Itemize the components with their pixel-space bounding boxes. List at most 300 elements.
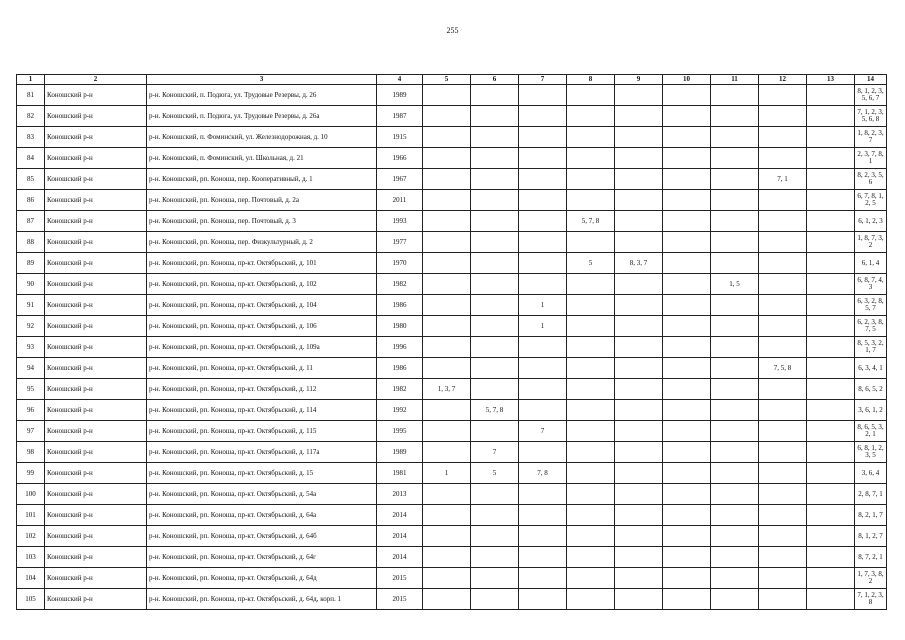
- cell-row-number: 98: [17, 442, 45, 463]
- cell-col-5: [423, 232, 471, 253]
- cell-col-8: [567, 526, 615, 547]
- cell-col-10: [663, 211, 711, 232]
- cell-col-6: [471, 547, 519, 568]
- cell-col-13: [807, 190, 855, 211]
- cell-col-7: [519, 442, 567, 463]
- cell-district: Коношский р-н: [45, 484, 147, 505]
- cell-col-12: [759, 421, 807, 442]
- cell-col-7: 1: [519, 295, 567, 316]
- cell-year: 1989: [377, 442, 423, 463]
- cell-address: р-н. Коношский, рп. Коноша, пер. Кооперативный, д. 1: [147, 169, 377, 190]
- cell-col-13: [807, 211, 855, 232]
- cell-col-12: [759, 211, 807, 232]
- cell-year: 1981: [377, 463, 423, 484]
- cell-col-10: [663, 463, 711, 484]
- cell-col-12: [759, 106, 807, 127]
- table-row: [17, 274, 887, 295]
- cell-col-5: [423, 358, 471, 379]
- table-row: [17, 484, 887, 505]
- cell-col-7: [519, 526, 567, 547]
- cell-col-13: [807, 106, 855, 127]
- cell-col-14-codes: 8, 1, 2, 3, 5, 6, 7: [855, 85, 887, 106]
- cell-col-12: [759, 379, 807, 400]
- cell-row-number: 97: [17, 421, 45, 442]
- cell-col-8: [567, 379, 615, 400]
- cell-col-11: [711, 463, 759, 484]
- cell-col-11: [711, 484, 759, 505]
- cell-col-7: [519, 484, 567, 505]
- cell-year: 1989: [377, 85, 423, 106]
- cell-col-7: [519, 274, 567, 295]
- cell-col-14-codes: 7, 1, 2, 3, 8: [855, 589, 887, 610]
- cell-col-14-codes: 7, 1, 2, 3, 5, 6, 8: [855, 106, 887, 127]
- cell-col-8: [567, 85, 615, 106]
- cell-col-7: [519, 169, 567, 190]
- cell-col-13: [807, 337, 855, 358]
- cell-col-10: [663, 526, 711, 547]
- cell-col-14-codes: 8, 5, 3, 2, 1, 7: [855, 337, 887, 358]
- cell-col-6: [471, 148, 519, 169]
- cell-col-7: [519, 253, 567, 274]
- column-header-13: 13: [807, 75, 855, 85]
- cell-year: 2014: [377, 526, 423, 547]
- cell-district: Коношский р-н: [45, 295, 147, 316]
- cell-col-13: [807, 148, 855, 169]
- cell-district: Коношский р-н: [45, 85, 147, 106]
- cell-col-7: [519, 568, 567, 589]
- cell-col-5: [423, 568, 471, 589]
- table-row: [17, 106, 887, 127]
- cell-col-12: [759, 127, 807, 148]
- cell-col-9: [615, 148, 663, 169]
- cell-col-12: 7, 5, 8: [759, 358, 807, 379]
- cell-col-14-codes: 8, 6, 5, 2: [855, 379, 887, 400]
- cell-col-8: [567, 127, 615, 148]
- cell-col-9: [615, 442, 663, 463]
- cell-col-13: [807, 400, 855, 421]
- cell-year: 2011: [377, 190, 423, 211]
- cell-col-9: [615, 190, 663, 211]
- cell-col-9: [615, 568, 663, 589]
- cell-col-5: 1, 3, 7: [423, 379, 471, 400]
- cell-col-11: [711, 106, 759, 127]
- cell-col-5: 1: [423, 463, 471, 484]
- cell-col-8: [567, 337, 615, 358]
- cell-address: р-н. Коношский, п. Подюга, ул. Трудовые Резервы, д. 26: [147, 85, 377, 106]
- cell-year: 1987: [377, 106, 423, 127]
- cell-col-5: [423, 106, 471, 127]
- cell-col-5: [423, 505, 471, 526]
- cell-col-13: [807, 316, 855, 337]
- cell-col-6: [471, 232, 519, 253]
- cell-col-10: [663, 505, 711, 526]
- table-row: [17, 232, 887, 253]
- cell-col-14-codes: 8, 1, 2, 7: [855, 526, 887, 547]
- cell-col-11: [711, 316, 759, 337]
- cell-col-5: [423, 547, 471, 568]
- cell-row-number: 87: [17, 211, 45, 232]
- cell-col-12: [759, 148, 807, 169]
- cell-district: Коношский р-н: [45, 379, 147, 400]
- cell-col-8: [567, 442, 615, 463]
- cell-year: 1967: [377, 169, 423, 190]
- cell-row-number: 96: [17, 400, 45, 421]
- cell-col-13: [807, 169, 855, 190]
- cell-address: р-н. Коношский, рп. Коноша, пр-кт. Октябрьский, д. 104: [147, 295, 377, 316]
- cell-col-5: [423, 253, 471, 274]
- cell-address: р-н. Коношский, рп. Коноша, пер. Почтовый, д. 3: [147, 211, 377, 232]
- column-header-7: 7: [519, 75, 567, 85]
- cell-col-6: [471, 484, 519, 505]
- cell-year: 2013: [377, 484, 423, 505]
- cell-col-12: [759, 400, 807, 421]
- cell-col-8: [567, 295, 615, 316]
- table-row: [17, 463, 887, 484]
- cell-year: 2014: [377, 547, 423, 568]
- cell-row-number: 103: [17, 547, 45, 568]
- cell-col-10: [663, 421, 711, 442]
- cell-col-11: [711, 337, 759, 358]
- cell-col-5: [423, 274, 471, 295]
- cell-col-9: [615, 547, 663, 568]
- cell-col-9: [615, 232, 663, 253]
- cell-col-13: [807, 85, 855, 106]
- cell-col-8: [567, 169, 615, 190]
- cell-district: Коношский р-н: [45, 253, 147, 274]
- cell-row-number: 99: [17, 463, 45, 484]
- cell-col-7: [519, 85, 567, 106]
- cell-col-5: [423, 127, 471, 148]
- cell-year: 1992: [377, 400, 423, 421]
- column-header-2: 2: [45, 75, 147, 85]
- table-row: [17, 211, 887, 232]
- cell-row-number: 92: [17, 316, 45, 337]
- cell-col-9: [615, 337, 663, 358]
- cell-col-13: [807, 379, 855, 400]
- cell-col-7: [519, 358, 567, 379]
- cell-year: 1996: [377, 337, 423, 358]
- table-row: [17, 589, 887, 610]
- column-header-4: 4: [377, 75, 423, 85]
- cell-col-7: 7, 8: [519, 463, 567, 484]
- cell-col-6: 5, 7, 8: [471, 400, 519, 421]
- cell-address: р-н. Коношский, рп. Коноша, пр-кт. Октябрьский, д. 54а: [147, 484, 377, 505]
- cell-col-6: [471, 358, 519, 379]
- cell-col-11: [711, 568, 759, 589]
- cell-col-9: [615, 316, 663, 337]
- cell-address: р-н. Коношский, рп. Коноша, пер. Физкультурный, д. 2: [147, 232, 377, 253]
- column-header-12: 12: [759, 75, 807, 85]
- cell-col-8: [567, 274, 615, 295]
- cell-col-8: [567, 568, 615, 589]
- cell-row-number: 82: [17, 106, 45, 127]
- cell-col-12: [759, 568, 807, 589]
- cell-address: р-н. Коношский, рп. Коноша, пр-кт. Октябрьский, д. 106: [147, 316, 377, 337]
- cell-col-7: [519, 190, 567, 211]
- cell-col-5: [423, 190, 471, 211]
- cell-col-5: [423, 169, 471, 190]
- cell-col-7: [519, 337, 567, 358]
- cell-col-7: [519, 148, 567, 169]
- cell-col-11: [711, 589, 759, 610]
- cell-address: р-н. Коношский, рп. Коноша, пр-кт. Октябрьский, д. 117а: [147, 442, 377, 463]
- table-row: [17, 505, 887, 526]
- cell-col-11: [711, 421, 759, 442]
- cell-col-6: [471, 106, 519, 127]
- cell-col-9: [615, 274, 663, 295]
- table-row: [17, 379, 887, 400]
- column-header-6: 6: [471, 75, 519, 85]
- cell-col-12: [759, 589, 807, 610]
- cell-col-10: [663, 295, 711, 316]
- table-row: [17, 337, 887, 358]
- table-row: [17, 568, 887, 589]
- cell-col-12: [759, 442, 807, 463]
- cell-address: р-н. Коношский, рп. Коноша, пр-кт. Октябрьский, д. 11: [147, 358, 377, 379]
- cell-col-10: [663, 232, 711, 253]
- cell-col-14-codes: 8, 2, 3, 5, 6: [855, 169, 887, 190]
- cell-col-9: [615, 85, 663, 106]
- cell-col-8: [567, 400, 615, 421]
- cell-col-13: [807, 484, 855, 505]
- cell-year: 2015: [377, 568, 423, 589]
- cell-col-14-codes: 3, 6, 1, 2: [855, 400, 887, 421]
- cell-col-5: [423, 421, 471, 442]
- cell-col-9: [615, 463, 663, 484]
- cell-year: 2015: [377, 589, 423, 610]
- cell-col-6: [471, 295, 519, 316]
- cell-district: Коношский р-н: [45, 127, 147, 148]
- cell-year: 1986: [377, 295, 423, 316]
- cell-district: Коношский р-н: [45, 442, 147, 463]
- column-header-9: 9: [615, 75, 663, 85]
- column-header-11: 11: [711, 75, 759, 85]
- cell-col-10: [663, 589, 711, 610]
- cell-year: 2014: [377, 505, 423, 526]
- cell-col-10: [663, 316, 711, 337]
- cell-col-14-codes: 6, 8, 1, 2, 3, 5: [855, 442, 887, 463]
- cell-address: р-н. Коношский, рп. Коноша, пр-кт. Октябрьский, д. 101: [147, 253, 377, 274]
- cell-col-10: [663, 547, 711, 568]
- cell-col-7: 1: [519, 316, 567, 337]
- cell-district: Коношский р-н: [45, 526, 147, 547]
- cell-address: р-н. Коношский, рп. Коноша, пр-кт. Октябрьский, д. 64б: [147, 526, 377, 547]
- cell-col-12: [759, 526, 807, 547]
- cell-col-8: [567, 106, 615, 127]
- cell-col-11: [711, 211, 759, 232]
- table-row: [17, 421, 887, 442]
- cell-col-11: [711, 148, 759, 169]
- cell-year: 1993: [377, 211, 423, 232]
- cell-col-14-codes: 3, 6, 4: [855, 463, 887, 484]
- cell-row-number: 104: [17, 568, 45, 589]
- cell-col-11: [711, 232, 759, 253]
- cell-col-14-codes: 2, 3, 7, 8, 1: [855, 148, 887, 169]
- cell-col-6: [471, 421, 519, 442]
- cell-col-14-codes: 6, 7, 8, 1, 2, 5: [855, 190, 887, 211]
- cell-address: р-н. Коношский, п. Фоминский, ул. Железнодорожная, д. 10: [147, 127, 377, 148]
- cell-row-number: 83: [17, 127, 45, 148]
- cell-address: р-н. Коношский, рп. Коноша, пр-кт. Октябрьский, д. 112: [147, 379, 377, 400]
- page-number: 255: [446, 26, 459, 35]
- cell-col-11: [711, 379, 759, 400]
- table-row: [17, 442, 887, 463]
- cell-col-6: [471, 274, 519, 295]
- cell-col-7: [519, 547, 567, 568]
- cell-col-7: [519, 505, 567, 526]
- cell-col-8: [567, 148, 615, 169]
- cell-col-11: [711, 358, 759, 379]
- cell-address: р-н. Коношский, рп. Коноша, пр-кт. Октябрьский, д. 64д, корп. 1: [147, 589, 377, 610]
- cell-row-number: 93: [17, 337, 45, 358]
- cell-col-7: [519, 400, 567, 421]
- cell-col-11: [711, 442, 759, 463]
- cell-col-14-codes: 8, 2, 1, 7: [855, 505, 887, 526]
- cell-row-number: 94: [17, 358, 45, 379]
- cell-col-13: [807, 526, 855, 547]
- cell-col-10: [663, 148, 711, 169]
- cell-col-9: [615, 526, 663, 547]
- cell-col-7: [519, 106, 567, 127]
- cell-col-10: [663, 274, 711, 295]
- cell-col-13: [807, 442, 855, 463]
- cell-col-14-codes: 6, 2, 3, 8, 7, 5: [855, 316, 887, 337]
- cell-col-12: [759, 337, 807, 358]
- cell-address: р-н. Коношский, п. Фоминский, ул. Школьная, д. 21: [147, 148, 377, 169]
- cell-district: Коношский р-н: [45, 463, 147, 484]
- cell-col-9: [615, 211, 663, 232]
- cell-col-6: [471, 505, 519, 526]
- cell-col-13: [807, 253, 855, 274]
- cell-col-11: [711, 169, 759, 190]
- cell-col-10: [663, 442, 711, 463]
- column-header-5: 5: [423, 75, 471, 85]
- cell-col-11: [711, 295, 759, 316]
- cell-col-10: [663, 169, 711, 190]
- cell-col-8: 5, 7, 8: [567, 211, 615, 232]
- table-row: [17, 547, 887, 568]
- cell-col-14-codes: 1, 8, 7, 3, 2: [855, 232, 887, 253]
- cell-district: Коношский р-н: [45, 169, 147, 190]
- cell-col-11: [711, 400, 759, 421]
- cell-address: р-н. Коношский, рп. Коноша, пр-кт. Октябрьский, д. 109а: [147, 337, 377, 358]
- cell-col-13: [807, 463, 855, 484]
- cell-year: 1986: [377, 358, 423, 379]
- cell-year: 1966: [377, 148, 423, 169]
- cell-col-14-codes: 8, 6, 5, 3, 2, 1: [855, 421, 887, 442]
- cell-col-12: [759, 253, 807, 274]
- cell-district: Коношский р-н: [45, 568, 147, 589]
- cell-col-14-codes: 1, 8, 2, 3, 7: [855, 127, 887, 148]
- cell-year: 1982: [377, 274, 423, 295]
- cell-col-8: [567, 421, 615, 442]
- cell-col-13: [807, 547, 855, 568]
- cell-row-number: 89: [17, 253, 45, 274]
- cell-district: Коношский р-н: [45, 400, 147, 421]
- cell-col-6: [471, 211, 519, 232]
- cell-district: Коношский р-н: [45, 232, 147, 253]
- cell-col-6: [471, 253, 519, 274]
- cell-district: Коношский р-н: [45, 589, 147, 610]
- cell-col-12: [759, 190, 807, 211]
- cell-col-11: [711, 190, 759, 211]
- cell-col-10: [663, 484, 711, 505]
- cell-district: Коношский р-н: [45, 337, 147, 358]
- cell-col-13: [807, 568, 855, 589]
- housing-table: [16, 74, 887, 610]
- table-row: [17, 526, 887, 547]
- cell-col-12: [759, 484, 807, 505]
- cell-col-5: [423, 148, 471, 169]
- cell-col-7: [519, 232, 567, 253]
- table-row: [17, 127, 887, 148]
- cell-col-13: [807, 421, 855, 442]
- cell-col-5: [423, 589, 471, 610]
- cell-col-13: [807, 295, 855, 316]
- cell-row-number: 90: [17, 274, 45, 295]
- cell-col-7: [519, 589, 567, 610]
- cell-district: Коношский р-н: [45, 190, 147, 211]
- cell-col-12: [759, 274, 807, 295]
- cell-col-10: [663, 568, 711, 589]
- cell-col-12: [759, 505, 807, 526]
- cell-col-10: [663, 190, 711, 211]
- cell-col-8: [567, 484, 615, 505]
- cell-district: Коношский р-н: [45, 421, 147, 442]
- cell-col-6: 5: [471, 463, 519, 484]
- table-row: [17, 295, 887, 316]
- cell-row-number: 100: [17, 484, 45, 505]
- cell-col-11: [711, 505, 759, 526]
- cell-col-10: [663, 400, 711, 421]
- header-row: [17, 75, 887, 85]
- table-row: [17, 253, 887, 274]
- cell-col-9: [615, 400, 663, 421]
- cell-address: р-н. Коношский, п. Подюга, ул. Трудовые Резервы, д. 26а: [147, 106, 377, 127]
- cell-row-number: 91: [17, 295, 45, 316]
- cell-address: р-н. Коношский, рп. Коноша, пр-кт. Октябрьский, д. 115: [147, 421, 377, 442]
- cell-year: 1915: [377, 127, 423, 148]
- cell-address: р-н. Коношский, рп. Коноша, пер. Почтовый, д. 2а: [147, 190, 377, 211]
- table-row: [17, 316, 887, 337]
- cell-address: р-н. Коношский, рп. Коноша, пр-кт. Октябрьский, д. 64г: [147, 547, 377, 568]
- cell-col-12: [759, 316, 807, 337]
- cell-col-13: [807, 505, 855, 526]
- cell-col-14-codes: 6, 1, 4: [855, 253, 887, 274]
- cell-col-8: [567, 190, 615, 211]
- cell-col-14-codes: 1, 7, 3, 8, 2: [855, 568, 887, 589]
- table-row: [17, 190, 887, 211]
- cell-col-14-codes: 6, 3, 2, 8, 5, 7: [855, 295, 887, 316]
- table-row: [17, 85, 887, 106]
- cell-district: Коношский р-н: [45, 106, 147, 127]
- cell-col-10: [663, 85, 711, 106]
- cell-district: Коношский р-н: [45, 211, 147, 232]
- cell-district: Коношский р-н: [45, 274, 147, 295]
- cell-row-number: 81: [17, 85, 45, 106]
- cell-col-5: [423, 316, 471, 337]
- cell-col-9: [615, 358, 663, 379]
- cell-col-13: [807, 358, 855, 379]
- cell-address: р-н. Коношский, рп. Коноша, пр-кт. Октябрьский, д. 102: [147, 274, 377, 295]
- cell-col-11: [711, 526, 759, 547]
- cell-address: р-н. Коношский, рп. Коноша, пр-кт. Октябрьский, д. 15: [147, 463, 377, 484]
- cell-col-12: [759, 295, 807, 316]
- cell-col-5: [423, 400, 471, 421]
- cell-col-11: 1, 5: [711, 274, 759, 295]
- cell-col-6: [471, 568, 519, 589]
- column-header-1: 1: [17, 75, 45, 85]
